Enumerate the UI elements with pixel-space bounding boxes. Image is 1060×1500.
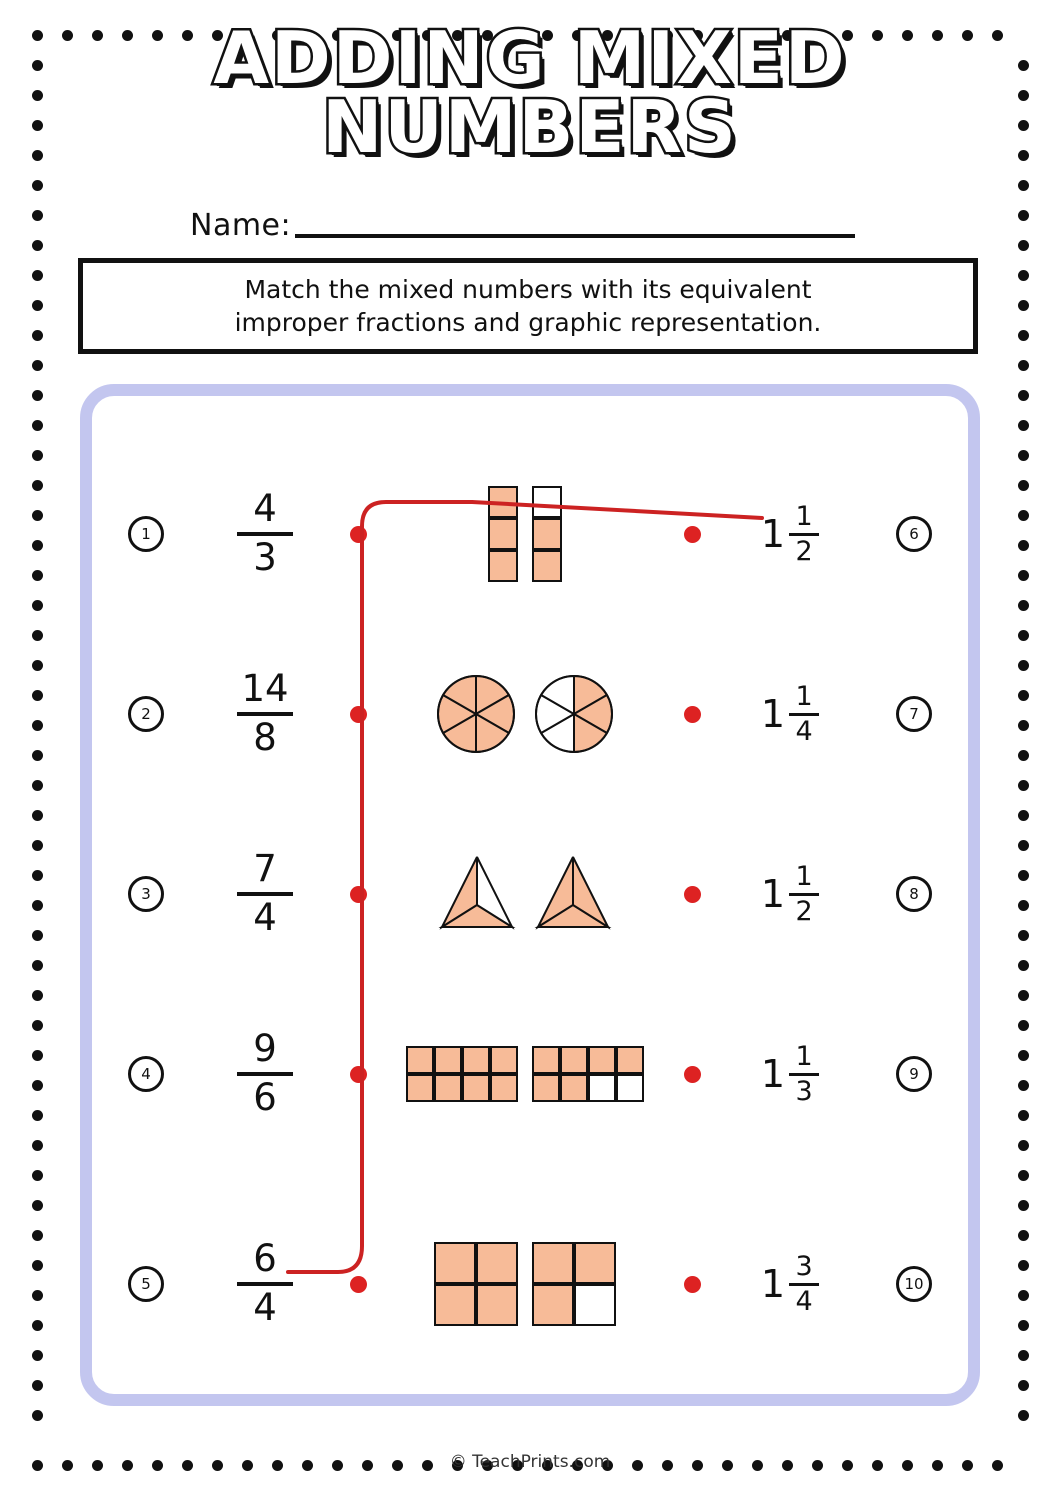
border-dot: [1018, 1110, 1029, 1121]
border-dot: [32, 1140, 43, 1151]
border-dot: [32, 390, 43, 401]
border-dot: [1018, 330, 1029, 341]
border-dot: [1018, 540, 1029, 551]
activity-card: [80, 384, 980, 1406]
right-connector-dot-wrap[interactable]: [664, 706, 720, 723]
mixed-number: [760, 500, 819, 567]
border-dot: [1018, 1080, 1029, 1091]
border-dot: [32, 780, 43, 791]
border-dot: [1018, 930, 1029, 941]
mixed-number: [760, 1250, 819, 1317]
instructions-line-2: improper fractions and graphic representation.: [234, 308, 822, 337]
mixed-number-wrap: [720, 860, 860, 927]
graphic-pair: [386, 672, 664, 756]
fraction-denominator: 4: [253, 896, 277, 939]
left-index-badge: 1: [128, 516, 164, 552]
border-dot: [1018, 1020, 1029, 1031]
border-dot: [1018, 900, 1029, 911]
border-dot: [1018, 1320, 1029, 1331]
border-dot: [32, 450, 43, 461]
improper-fraction-wrap: [200, 1237, 330, 1329]
match-row: [92, 984, 968, 1164]
left-index-wrap: [92, 1056, 200, 1092]
improper-fraction: [237, 1027, 293, 1119]
graphic-pair: [386, 853, 664, 935]
mixed-number-wrap: [720, 1250, 860, 1317]
left-connector-dot[interactable]: [350, 1066, 367, 1083]
fraction-numerator: 4: [253, 487, 277, 531]
square-quarters-graphic: [434, 1242, 518, 1326]
border-dot: [32, 570, 43, 581]
instructions-box: [78, 258, 978, 354]
right-connector-dot[interactable]: [684, 706, 701, 723]
bar-strip-graphic: [488, 486, 518, 582]
mixed-number: [760, 860, 819, 927]
border-dot: [32, 300, 43, 311]
border-dot: [32, 600, 43, 611]
instructions-line-1: Match the mixed numbers with its equivalent: [244, 275, 812, 304]
border-dot: [1018, 630, 1029, 641]
fraction-denominator: 3: [253, 536, 277, 579]
border-dot: [32, 510, 43, 521]
border-dot: [32, 330, 43, 341]
border-dot: [1018, 270, 1029, 281]
left-connector-dot[interactable]: [350, 886, 367, 903]
right-connector-dot-wrap[interactable]: [664, 1276, 720, 1293]
border-dot: [1018, 960, 1029, 971]
mixed-numerator: 1: [795, 680, 813, 712]
left-index-wrap: [92, 876, 200, 912]
right-connector-dot[interactable]: [684, 526, 701, 543]
bar-strip-graphic: [532, 486, 562, 582]
border-dot: [1018, 1290, 1029, 1301]
rect-eighths-graphic: [532, 1046, 644, 1102]
mixed-fraction: [789, 1250, 819, 1317]
square-quarters-graphic: [532, 1242, 616, 1326]
border-dot: [1018, 870, 1029, 881]
improper-fraction: [237, 1237, 293, 1329]
border-dot: [32, 1320, 43, 1331]
border-dot: [32, 180, 43, 191]
border-dot: [1018, 300, 1029, 311]
border-dot: [32, 270, 43, 281]
left-connector-dot-wrap[interactable]: [330, 526, 386, 543]
right-index-badge: 8: [896, 876, 932, 912]
border-dot: [32, 990, 43, 1001]
border-dot: [32, 1200, 43, 1211]
mixed-fraction: [789, 500, 819, 567]
border-dot: [1018, 750, 1029, 761]
border-dot: [1018, 690, 1029, 701]
right-index-badge: 10: [896, 1266, 932, 1302]
left-index-badge: 2: [128, 696, 164, 732]
mixed-whole: 1: [760, 692, 786, 736]
border-dot: [32, 1080, 43, 1091]
graphic-pair: [386, 1242, 664, 1326]
improper-fraction: [237, 487, 293, 579]
mixed-whole: 1: [760, 872, 786, 916]
name-input-line[interactable]: [295, 234, 855, 238]
left-connector-dot[interactable]: [350, 706, 367, 723]
right-index-badge: 6: [896, 516, 932, 552]
right-connector-dot-wrap[interactable]: [664, 1066, 720, 1083]
right-connector-dot[interactable]: [684, 1276, 701, 1293]
border-dot: [1018, 780, 1029, 791]
border-dot: [32, 1050, 43, 1061]
match-row: [92, 804, 968, 984]
border-dot: [1018, 660, 1029, 671]
border-dot: [32, 810, 43, 821]
mixed-fraction: [789, 1040, 819, 1107]
border-dot: [32, 210, 43, 221]
right-index-wrap: [860, 1266, 968, 1302]
improper-fraction-wrap: [200, 1027, 330, 1119]
rect-eighths-graphic: [406, 1046, 518, 1102]
border-dot: [32, 660, 43, 671]
name-row: [190, 208, 855, 243]
border-dot: [32, 900, 43, 911]
mixed-fraction: [789, 860, 819, 927]
right-connector-dot[interactable]: [684, 886, 701, 903]
border-dot: [32, 240, 43, 251]
mixed-numerator: 1: [795, 500, 813, 532]
border-dot: [1018, 480, 1029, 491]
right-connector-dot-wrap[interactable]: [664, 526, 720, 543]
border-dot: [1018, 1050, 1029, 1061]
right-index-wrap: [860, 1056, 968, 1092]
mixed-denominator: 2: [795, 895, 813, 927]
mixed-numerator: 1: [795, 860, 813, 892]
improper-fraction-wrap: [200, 487, 330, 579]
border-dot: [1018, 360, 1029, 371]
right-connector-dot-wrap[interactable]: [664, 886, 720, 903]
border-dot: [32, 1110, 43, 1121]
border-dot: [32, 690, 43, 701]
left-connector-dot[interactable]: [350, 1276, 367, 1293]
border-dot: [32, 720, 43, 731]
mixed-numerator: 3: [795, 1250, 813, 1282]
border-dot: [32, 480, 43, 491]
mixed-denominator: 4: [795, 715, 813, 747]
match-row: [92, 624, 968, 804]
border-dot: [1018, 1350, 1029, 1361]
improper-fraction-wrap: [200, 667, 330, 759]
border-dot: [32, 1380, 43, 1391]
border-dot: [1018, 510, 1029, 521]
left-connector-dot-wrap[interactable]: [330, 706, 386, 723]
title-block: [0, 16, 1060, 170]
left-index-badge: 3: [128, 876, 164, 912]
fraction-denominator: 6: [253, 1076, 277, 1119]
mixed-number: [760, 680, 819, 747]
match-row: [92, 1194, 968, 1374]
right-index-badge: 9: [896, 1056, 932, 1092]
footer: [0, 1452, 1060, 1472]
name-label: Name:: [190, 208, 292, 243]
border-dot: [32, 930, 43, 941]
border-dot: [1018, 1380, 1029, 1391]
border-dot: [1018, 1230, 1029, 1241]
mixed-whole: 1: [760, 512, 786, 556]
border-dot: [32, 870, 43, 881]
border-dot: [1018, 450, 1029, 461]
left-connector-dot-wrap[interactable]: [330, 886, 386, 903]
mixed-numerator: 1: [795, 1040, 813, 1072]
border-dot: [1018, 420, 1029, 431]
border-dot: [1018, 600, 1029, 611]
border-dot: [1018, 1200, 1029, 1211]
border-dot: [1018, 1260, 1029, 1271]
mixed-denominator: 3: [795, 1075, 813, 1107]
border-dot: [32, 630, 43, 641]
border-dot: [32, 750, 43, 761]
border-dot: [1018, 180, 1029, 191]
border-dot: [1018, 390, 1029, 401]
improper-fraction: [237, 847, 293, 939]
border-dot: [32, 1410, 43, 1421]
graphic-pair: [386, 486, 664, 582]
triangle-thirds-graphic: [436, 853, 518, 935]
match-row: [92, 444, 968, 624]
left-connector-dot[interactable]: [350, 526, 367, 543]
mixed-whole: 1: [760, 1262, 786, 1306]
fraction-numerator: 9: [253, 1027, 277, 1071]
fraction-numerator: 6: [253, 1237, 277, 1281]
left-connector-dot-wrap[interactable]: [330, 1276, 386, 1293]
border-dot: [32, 1350, 43, 1361]
border-dot: [32, 1020, 43, 1031]
left-index-wrap: [92, 1266, 200, 1302]
fraction-numerator: 14: [241, 667, 289, 711]
border-dot: [32, 840, 43, 851]
border-dot: [32, 1290, 43, 1301]
fraction-numerator: 7: [253, 847, 277, 891]
mixed-denominator: 4: [795, 1285, 813, 1317]
border-dot: [32, 540, 43, 551]
border-dot: [32, 360, 43, 371]
border-dot: [1018, 1140, 1029, 1151]
right-connector-dot[interactable]: [684, 1066, 701, 1083]
right-index-wrap: [860, 696, 968, 732]
border-dot: [1018, 990, 1029, 1001]
right-index-badge: 7: [896, 696, 932, 732]
border-dot: [32, 960, 43, 971]
border-dot: [1018, 810, 1029, 821]
border-dot: [32, 1170, 43, 1181]
left-index-badge: 5: [128, 1266, 164, 1302]
circle-sixths-graphic: [532, 672, 616, 756]
triangle-thirds-graphic: [532, 853, 614, 935]
footer-text: © TeachPrints.com: [449, 1452, 611, 1472]
border-dot: [1018, 570, 1029, 581]
mixed-fraction: [789, 680, 819, 747]
circle-sixths-graphic: [434, 672, 518, 756]
border-dot: [1018, 240, 1029, 251]
left-index-wrap: [92, 696, 200, 732]
mixed-number-wrap: [720, 1040, 860, 1107]
border-dot: [1018, 840, 1029, 851]
mixed-number-wrap: [720, 500, 860, 567]
graphic-pair: [386, 1046, 664, 1102]
fraction-denominator: 4: [253, 1286, 277, 1329]
border-dot: [1018, 720, 1029, 731]
mixed-denominator: 2: [795, 535, 813, 567]
mixed-number: [760, 1040, 819, 1107]
border-dot: [1018, 1410, 1029, 1421]
left-connector-dot-wrap[interactable]: [330, 1066, 386, 1083]
right-index-wrap: [860, 516, 968, 552]
page-title: ADDING MIXED NUMBERS: [213, 16, 847, 170]
improper-fraction: [237, 667, 293, 759]
border-dot: [32, 1260, 43, 1271]
mixed-number-wrap: [720, 680, 860, 747]
fraction-denominator: 8: [253, 716, 277, 759]
improper-fraction-wrap: [200, 847, 330, 939]
border-dot: [32, 1230, 43, 1241]
left-index-badge: 4: [128, 1056, 164, 1092]
border-dot: [1018, 210, 1029, 221]
border-dot: [1018, 1170, 1029, 1181]
mixed-whole: 1: [760, 1052, 786, 1096]
right-index-wrap: [860, 876, 968, 912]
border-dot: [32, 420, 43, 431]
left-index-wrap: [92, 516, 200, 552]
